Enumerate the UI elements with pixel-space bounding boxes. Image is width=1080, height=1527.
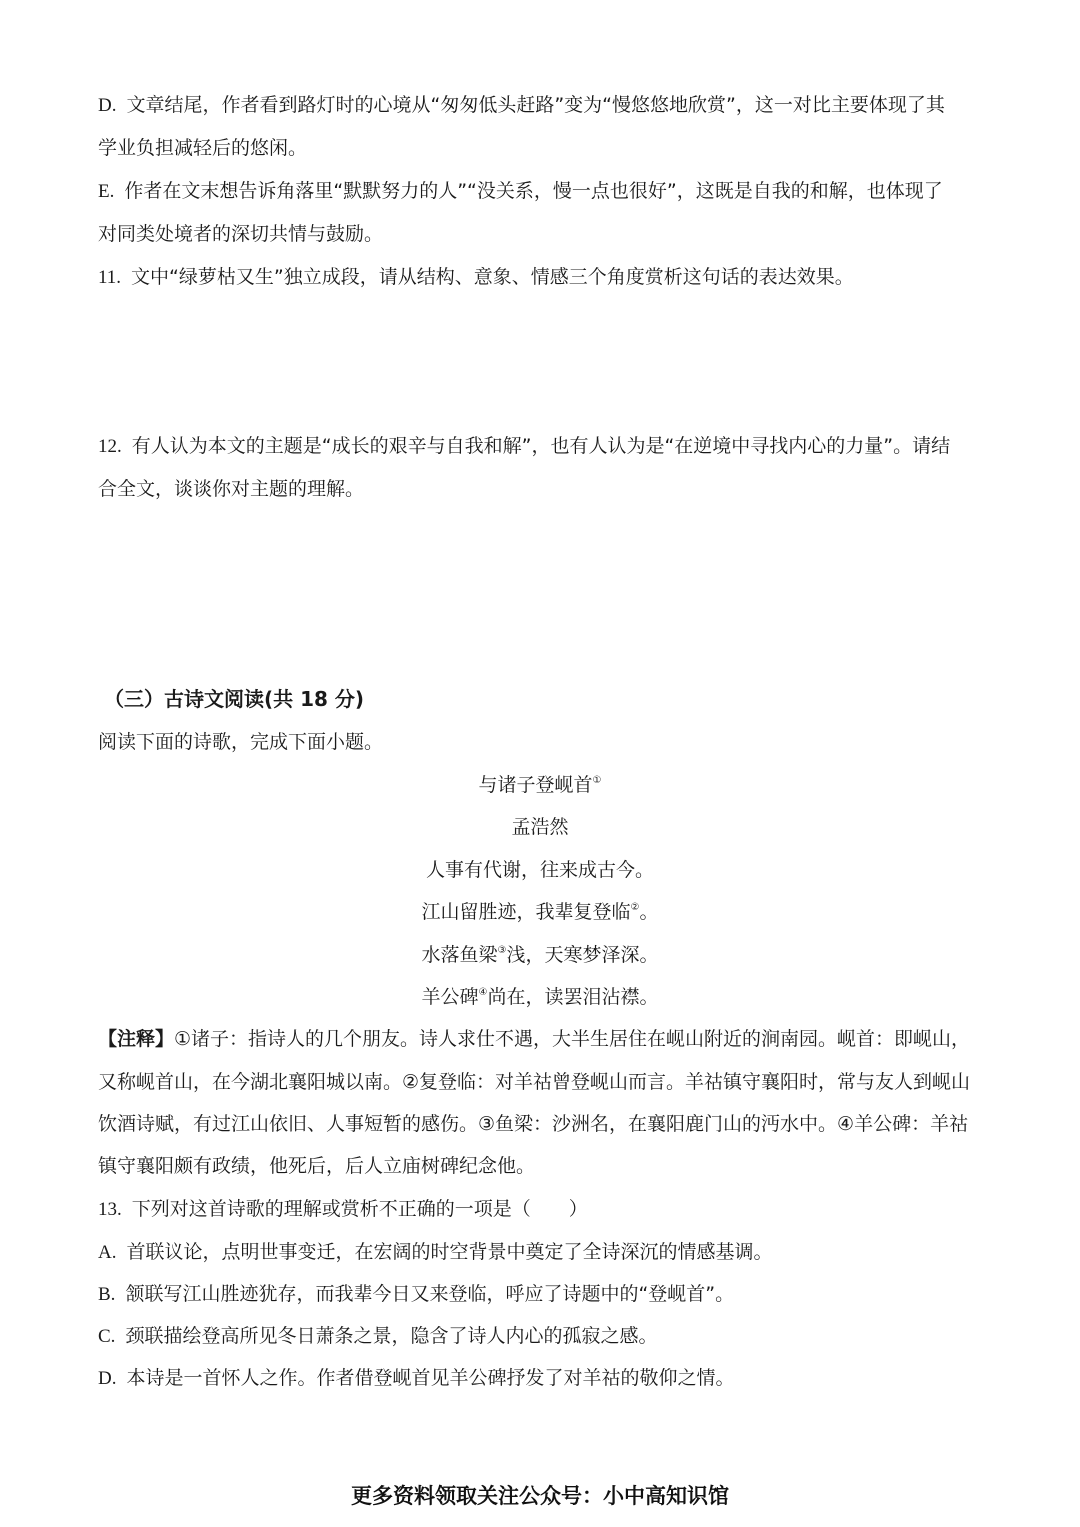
q13-option-c[interactable] [98,1321,988,1352]
option-text: 文章结尾，作者看到路灯时的心境从“匆匆低头赶路”变为“慢悠悠地欣赏”，这一对比主要体现了其 [126,94,945,116]
poem-title-text: 与诸子登岘首 [478,774,593,796]
question-number: 13. [98,1199,122,1220]
notes-line-4: 镇守襄阳颇有政绩，他死后，后人立庙树碑纪念他。 [98,1155,536,1177]
section-instruction: 阅读下面的诗歌，完成下面小题。 [98,731,384,753]
q13-option-b[interactable] [98,1279,988,1310]
poem-line-4 [0,982,1080,1012]
question-12-line2: 合全文，谈谈你对主题的理解。 [98,478,365,500]
option-label: D. [98,1368,117,1389]
question-text: 下列对这首诗歌的理解或赏析不正确的一项是（ ） [131,1198,588,1220]
q10-option-d-line2: 学业负担减轻后的悠闲。 [98,137,308,159]
option-label: E. [98,181,115,202]
poem-author: 孟浩然 [511,816,569,838]
poem-text: 。 [639,901,659,923]
q10-option-d-line1 [98,90,988,121]
poem-text: 水落鱼梁 [421,944,498,966]
question-11 [98,262,988,293]
poem-line-3 [0,940,1080,970]
notes-line-3: 饮酒诗赋，有过江山依旧、人事短暂的感伤。③鱼梁：沙洲名，在襄阳鹿门山的沔水中。④羊公碑：羊祜 [98,1113,969,1135]
footer-promo: 更多资料领取关注公众号：小中高知识馆 [351,1484,729,1508]
question-text: 文中“绿萝枯又生”独立成段，请从结构、意象、情感三个角度赏析这句话的表达效果。 [131,266,854,288]
footnote-mark: ③ [497,945,507,956]
q13-option-a[interactable] [98,1237,988,1268]
poem-line-1: 人事有代谢，往来成古今。 [425,859,654,881]
notes-line-1 [98,1024,988,1054]
poem-text: 羊公碑 [421,986,479,1008]
notes-line-2: 又称岘首山，在今湖北襄阳城以南。②复登临：对羊祜曾登岘山而言。羊祜镇守襄阳时，常与友人到岘山 [98,1071,971,1093]
option-text: 首联议论，点明世事变迁，在宏阔的时空背景中奠定了全诗深沉的情感基调。 [126,1241,773,1263]
footnote-mark: ④ [478,987,488,998]
q10-option-e-line2: 对同类处境者的深切共情与鼓励。 [98,223,384,245]
notes-tag: 【注释】 [98,1028,175,1050]
section-title: （三）古诗文阅读(共 18 分) [104,687,365,711]
q10-option-e-line1 [98,176,988,207]
option-text: 颈联描绘登高所见冬日萧条之景，隐含了诗人内心的孤寂之感。 [125,1325,658,1347]
question-number: 12. [98,436,122,457]
footnote-mark: ② [630,902,640,913]
notes-text: ①诸子：指诗人的几个朋友。诗人求仕不遇，大半生居住在岘山附近的涧南园。岘首：即岘山， [174,1028,971,1050]
option-label: B. [98,1284,116,1305]
question-text: 有人认为本文的主题是“成长的艰辛与自我和解”，也有人认为是“在逆境中寻找内心的力量”。请结 [131,435,951,457]
poem-text: 尚在，读罢泪沾襟。 [487,986,659,1008]
poem-text: 江山留胜迹，我辈复登临 [421,901,631,923]
footnote-mark: ① [592,775,602,786]
option-label: A. [98,1242,117,1263]
poem-text: 浅，天寒梦泽深。 [506,944,659,966]
option-text: 作者在文末想告诉角落里“默默努力的人”“没关系，慢一点也很好”，这既是自我的和解，也体现了 [124,180,943,202]
option-label: D. [98,95,117,116]
option-text: 本诗是一首怀人之作。作者借登岘首见羊公碑抒发了对羊祜的敬仰之情。 [126,1367,735,1389]
question-number: 11. [98,267,122,288]
question-13 [98,1194,988,1225]
poem-line-2 [0,897,1080,927]
option-text: 颔联写江山胜迹犹存，而我辈今日又来登临，呼应了诗题中的“登岘首”。 [125,1283,735,1305]
question-12-line1 [98,431,988,462]
option-label: C. [98,1326,116,1347]
poem-title [0,770,1080,800]
q13-option-d[interactable] [98,1363,988,1394]
